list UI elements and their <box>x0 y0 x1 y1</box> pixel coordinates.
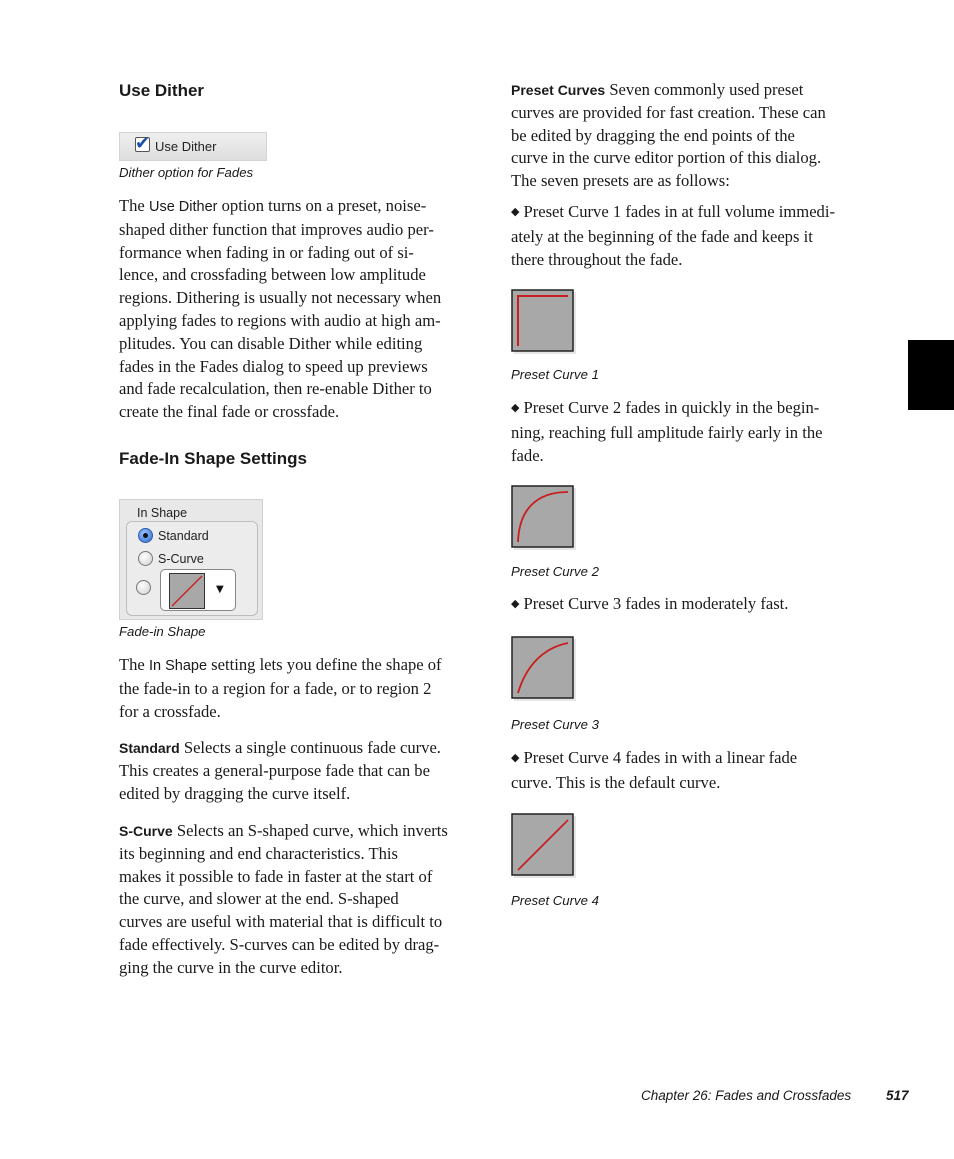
text: its beginning and end characteristics. This <box>119 843 398 863</box>
text: Preset Curve 2 fades in quickly in the begin- <box>523 398 820 417</box>
text: curves are provided for fast creation. These can <box>511 102 826 122</box>
text: lence, and crossfading between low amplitude <box>119 265 426 285</box>
text: The <box>119 655 145 674</box>
preset-curve-2-bullet <box>511 397 881 467</box>
in-shape-label: In Shape <box>137 506 188 520</box>
preset-curve-4-thumbnail <box>511 813 577 879</box>
text: curve. This is the default curve. <box>511 772 721 792</box>
text: Selects a single continuous fade curve. <box>179 738 441 757</box>
diamond-bullet-icon: ◆ <box>511 402 520 414</box>
use-dither-paragraph <box>119 195 489 424</box>
diamond-bullet-icon: ◆ <box>511 598 520 610</box>
text: be edited by dragging the end points of the <box>511 125 795 145</box>
preset-curve-1-thumbnail <box>511 289 577 355</box>
use-dither-widget[interactable] <box>119 132 267 161</box>
preset-curve-3-thumbnail <box>511 636 577 702</box>
linear-curve-icon <box>169 573 205 609</box>
checkmark-icon: ✔ <box>135 133 151 154</box>
diamond-bullet-icon: ◆ <box>511 752 520 764</box>
text: fade. <box>511 445 544 465</box>
footer-chapter: Chapter 26: Fades and Crossfades <box>641 1088 852 1103</box>
text: Preset Curve 4 fades in with a linear fade <box>523 748 798 767</box>
fade-in-caption: Fade-in Shape <box>119 624 206 639</box>
text: Preset Curve 3 fades in moderately fast. <box>523 594 789 613</box>
preset-curve-radio[interactable] <box>136 580 151 595</box>
text: Seven commonly used preset <box>605 80 804 99</box>
in-shape-group <box>126 521 258 616</box>
preset-curve-1-caption: Preset Curve 1 <box>511 367 599 382</box>
text: Selects an S-shaped curve, which inverts <box>172 821 448 840</box>
text: option turns on a preset, noise- <box>217 196 427 215</box>
text: regions. Dithering is usually not necessary when <box>119 288 442 308</box>
text: applying fades to regions with audio at high am- <box>119 310 441 330</box>
text: formance when fading in or fading out of si- <box>119 242 414 262</box>
ui-term: Use Dither <box>148 199 218 215</box>
preset-curve-4-caption: Preset Curve 4 <box>511 893 599 908</box>
text: The <box>119 196 145 215</box>
text: for a crossfade. <box>119 701 221 721</box>
text: plitudes. You can disable Dither while editing <box>119 333 423 353</box>
text: fade effectively. S-curves can be edited by drag- <box>119 934 440 954</box>
page-number: 517 <box>886 1088 909 1103</box>
text: create the final fade or crossfade. <box>119 402 340 422</box>
in-shape-widget <box>119 499 263 620</box>
preset-curve-3-caption: Preset Curve 3 <box>511 717 599 732</box>
text: there throughout the fade. <box>511 249 683 269</box>
text: This creates a general-purpose fade that can be <box>119 760 430 780</box>
text: edited by dragging the curve itself. <box>119 783 351 803</box>
text: the fade-in to a region for a fade, or to region 2 <box>119 678 432 698</box>
text: ning, reaching full amplitude fairly early in the <box>511 422 823 442</box>
text: ging the curve in the curve editor. <box>119 957 343 977</box>
use-dither-label: Use Dither <box>155 139 217 154</box>
fade-in-heading: Fade-In Shape Settings <box>119 449 307 468</box>
s-curve-radio-label: S-Curve <box>158 552 204 566</box>
text: shaped dither function that improves audio per- <box>119 219 434 239</box>
text: ately at the beginning of the fade and keeps it <box>511 226 813 246</box>
text: curves are useful with material that is difficult to <box>119 912 443 932</box>
text: curve in the curve editor portion of this dialog. <box>511 148 822 168</box>
use-dither-heading: Use Dither <box>119 81 205 100</box>
dropdown-arrow-icon: ▼ <box>216 584 224 595</box>
preset-curve-1-bullet <box>511 201 881 271</box>
s-curve-paragraph <box>119 820 489 980</box>
in-shape-paragraph <box>119 654 489 723</box>
text: setting lets you define the shape of <box>207 655 442 674</box>
text: fades in the Fades dialog to speed up previews <box>119 356 428 376</box>
standard-radio-label: Standard <box>158 529 209 543</box>
text: The seven presets are as follows: <box>511 171 730 191</box>
text: and fade recalculation, then re-enable Dither to <box>119 379 432 399</box>
term: S-Curve <box>119 823 173 839</box>
term: Preset Curves <box>511 82 606 98</box>
text: makes it possible to fade in faster at the start of <box>119 866 433 886</box>
text: Preset Curve 1 fades in at full volume immedi- <box>523 202 835 221</box>
preset-curve-4-bullet <box>511 747 881 795</box>
s-curve-radio[interactable] <box>138 551 153 566</box>
standard-radio[interactable] <box>138 528 153 543</box>
diamond-bullet-icon: ◆ <box>511 206 520 218</box>
preset-curve-2-thumbnail <box>511 485 577 551</box>
text: the curve, and slower at the end. S-shaped <box>119 889 399 909</box>
preset-curve-select[interactable] <box>160 569 236 611</box>
term: Standard <box>119 740 180 756</box>
use-dither-caption: Dither option for Fades <box>119 165 254 180</box>
standard-paragraph <box>119 737 489 805</box>
chapter-tab <box>908 340 954 410</box>
preset-curve-2-caption: Preset Curve 2 <box>511 564 599 579</box>
preset-curve-3-bullet <box>511 593 881 618</box>
preset-curves-paragraph <box>511 79 881 193</box>
ui-term: In Shape <box>148 658 208 674</box>
